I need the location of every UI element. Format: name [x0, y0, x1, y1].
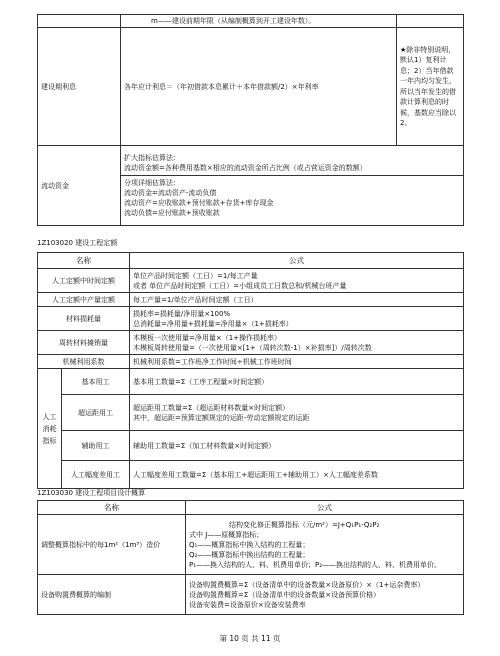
interest-label: 建设期利息	[38, 28, 121, 146]
section-heading-quota: 1Z103020 建设工程定额	[37, 239, 118, 247]
estimate-table	[37, 500, 464, 615]
construction-period-note: m——建设前期年限（从编制概算到开工建设年数）。	[121, 15, 397, 28]
section-heading-estimate: 1Z103030 建设工程项目设计概算	[37, 489, 146, 497]
col-formula-header: 公式	[186, 501, 464, 515]
labor-row-name: 超运距用工	[62, 395, 130, 431]
itemized-line: 流动资产=应收账款+预付账款+存货+库存现金	[124, 199, 274, 207]
formula-line: Q₂——概算指标中换出结构的工程量；	[189, 550, 310, 559]
row-name: 材料损耗量	[38, 307, 130, 331]
labor-row-formula	[130, 461, 464, 489]
row-name: 周转材料摊销量	[38, 331, 130, 355]
formula-line: 损耗率=损耗量/净用量×100%	[133, 309, 231, 318]
row-formula	[130, 355, 464, 369]
formula-line: 或者 单位产品时间定额（工日）=小组成员工日数总和/机械台班产量	[133, 281, 347, 290]
working-capital-formulas	[121, 146, 464, 226]
expand-formula: 流动资金额=各种费用基数×相应的流动资金所占比例（或占营运资金的数额）	[124, 164, 367, 172]
formula-line: 单位产品时间定额（工日）=1/每工产量	[133, 271, 258, 280]
expand-title: 扩大指标估算法：	[124, 154, 180, 162]
row-formula	[130, 331, 464, 355]
equip-name: 设备购置费概算的编制	[38, 575, 186, 615]
row-formula	[130, 269, 464, 293]
top-table	[37, 14, 464, 226]
formula-line: 木模板一次使用量=净用量×（1+操作损耗率）	[133, 333, 282, 342]
adjust-name: 调整概算指标中的每1m²（1m³）造价	[38, 515, 186, 575]
formula-line: 设备安装费=设备原价×设备安装费率	[189, 600, 306, 609]
row-name: 人工定额中产量定额	[38, 293, 130, 307]
formula-line: 辅助用工数量=Σ（加工材料数量×时间定额）	[133, 441, 276, 450]
itemized-line: 流动负债=应付账款+预收账款	[124, 209, 220, 217]
labor-row-name: 人工幅度差用工	[62, 461, 130, 489]
row-name: 人工定额中时间定额	[38, 269, 130, 293]
formula-line: 设备购置费概算=Σ（设备清单中的设备数量×设备预算价格）	[189, 590, 381, 599]
formula-line: 基本用工数量=Σ（工序工程量×时间定额）	[133, 377, 269, 386]
col-name-header: 名称	[38, 501, 186, 515]
formula-line: 木模板周转使用量=（一次使用量×[1+（周转次数-1）×补损率]）/周转次数	[133, 343, 372, 352]
col-formula-header: 公式	[130, 253, 464, 269]
formula-line: 式中 J——原概算指标；	[189, 530, 264, 539]
row-formula	[130, 293, 464, 307]
interest-formula: 各年应计利息＝（年初借款本息累计＋本年借款额/2）×年利率	[121, 28, 397, 146]
labor-row-formula	[130, 395, 464, 431]
top-table-blank-cell	[397, 15, 464, 28]
labor-row-formula	[130, 369, 464, 395]
formula-line: 总消耗量=净用量+损耗量=净用量×（1+损耗率）	[133, 319, 293, 328]
labor-row-name: 基本用工	[62, 369, 130, 395]
formula-line: Q₁——概算指标中换入结构的工程量；	[189, 540, 310, 549]
adjust-formula	[186, 515, 464, 575]
labor-row-formula	[130, 431, 464, 461]
equip-formula	[186, 575, 464, 615]
interest-note: ★除非特别说明，默认1）复利计息；2）当年借款一年内均匀发生，所以当年发生的借款计算利息的时候，基数应当除以2。	[397, 28, 464, 146]
labor-row-name: 辅助用工	[62, 431, 130, 461]
itemized-title: 分项详细估算法：	[124, 179, 180, 187]
formula-line: 每工产量=1/单位产品时间定额（工日）	[133, 295, 258, 304]
formula-line: P₁——换入结构的人、料、机费用单价；P₂——换出结构的人、料、机费用单价。	[189, 560, 442, 569]
labor-group-label: 人工消耗指标	[38, 369, 62, 489]
top-table-blank-cell	[38, 15, 121, 28]
row-formula	[130, 307, 464, 331]
working-capital-label: 流动资金	[38, 146, 121, 226]
formula-line: 设备购置费概算=Σ（设备清单中的设备数量×设备原价）×（1+运杂费率）	[189, 580, 425, 589]
row-name: 机械利用系数	[38, 355, 130, 369]
quota-table	[37, 252, 464, 489]
col-name-header: 名称	[38, 253, 130, 269]
formula-line: 结构变化修正概算指标（元/m²）=J+Q₁P₁-Q₂P₂	[229, 520, 380, 529]
formula-line: 超运距用工数量=Σ（超运距材料数量×时间定额）	[133, 403, 290, 412]
formula-line: 机械利用系数=工作班净工作时间÷机械工作班时间	[133, 357, 292, 366]
formula-line: 人工幅度差用工数量=Σ（基本用工+超运距用工+辅助用工）×人工幅度差系数	[133, 470, 378, 479]
formula-line: 其中，超运距=预算定额规定的运距-劳动定额规定的运距	[133, 413, 310, 422]
itemized-line: 流动资金=流动资产-流动负债	[124, 189, 217, 197]
page-footer: 第 10 页 共 11 页	[219, 634, 281, 643]
